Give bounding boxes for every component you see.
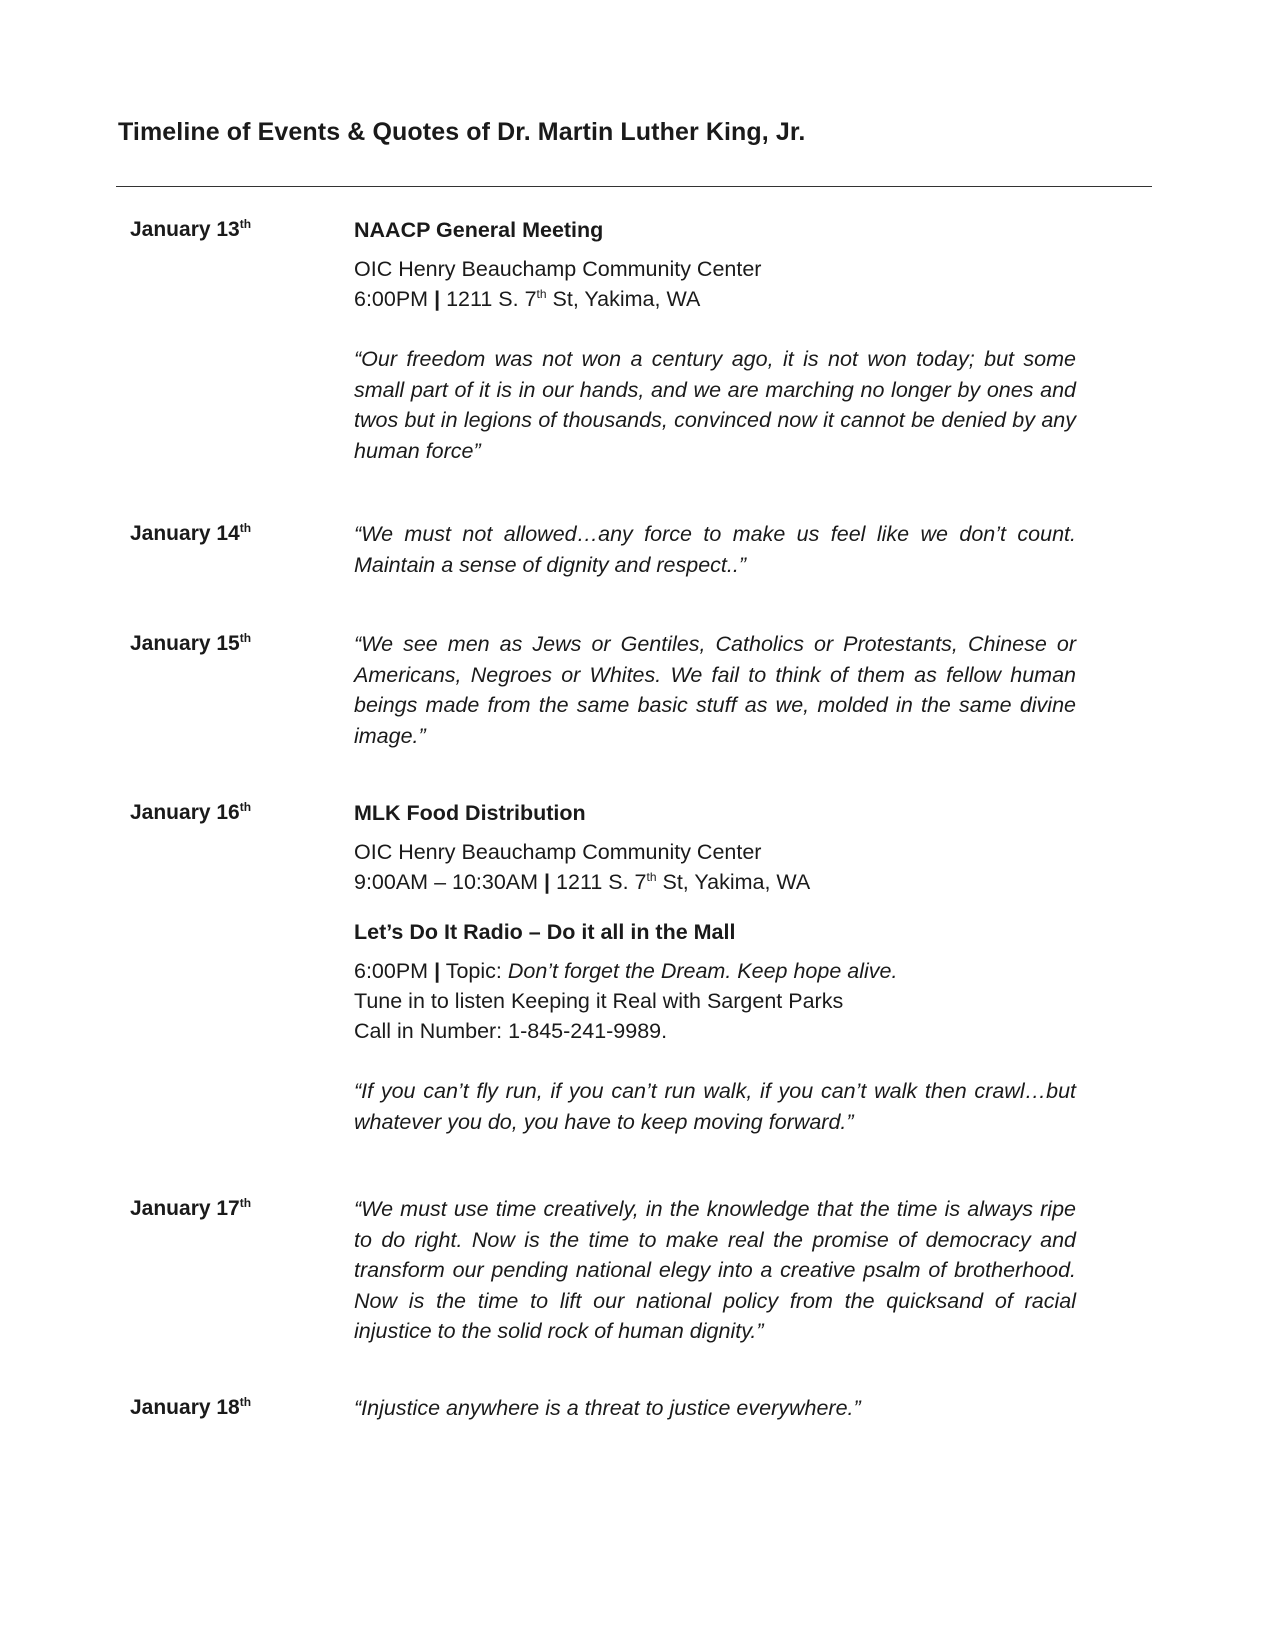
entry-date: January 15th — [130, 631, 252, 655]
event-quote: “We must use time creatively, in the knowledge that the time is always ripe to do right. Now is the time to make real the promise of democracy and transform our pending national elegy into a creative psalm of brotherhood. Now is the time to lift our national policy from the quicksand of racial injustice to the solid rock of human dignity.” — [354, 1197, 1076, 1343]
event-venue: OIC Henry Beauchamp Community Center — [354, 257, 762, 281]
event-time-address: 9:00AM – 10:30AM | 1211 S. 7th St, Yakima, WA — [354, 870, 811, 894]
radio-topic: 6:00PM | Topic: Don’t forget the Dream. Keep hope alive. — [354, 959, 898, 983]
entry-content — [354, 519, 1076, 580]
radio-tune-in: Tune in to listen Keeping it Real with Sargent Parks — [354, 989, 844, 1013]
radio-heading: Let’s Do It Radio – Do it all in the Mall — [354, 920, 736, 944]
entry-date: January 13th — [130, 217, 252, 241]
entry-content — [354, 1194, 1076, 1347]
entry-date: January 17th — [130, 1196, 252, 1220]
event-venue: OIC Henry Beauchamp Community Center — [354, 840, 762, 864]
event-quote: “If you can’t fly run, if you can’t run walk, if you can’t walk then crawl…but whatever you do, you have to keep moving forward.” — [354, 1079, 1076, 1134]
event-quote: “We must not allowed…any force to make us feel like we don’t count. Maintain a sense of dignity and respect..” — [354, 522, 1076, 577]
event-quote: “We see men as Jews or Gentiles, Catholics or Protestants, Chinese or Americans, Negroes or Whites. We fail to think of them as fellow human beings made from the same basic stuff as we, molded in the same divine image.” — [354, 632, 1076, 748]
entry-date: January 16th — [130, 800, 252, 824]
event-heading: MLK Food Distribution — [354, 801, 586, 825]
title-divider — [116, 186, 1152, 187]
entry-content — [354, 1393, 1076, 1424]
entry-content — [354, 798, 1076, 1137]
entry-date: January 14th — [130, 521, 252, 545]
entry-date: January 18th — [130, 1395, 252, 1419]
event-heading: NAACP General Meeting — [354, 218, 604, 242]
event-quote: “Injustice anywhere is a threat to justice everywhere.” — [354, 1396, 861, 1420]
radio-call-in: Call in Number: 1-845-241-9989. — [354, 1019, 668, 1043]
event-time-address: 6:00PM | 1211 S. 7th St, Yakima, WA — [354, 287, 701, 311]
page-title: Timeline of Events & Quotes of Dr. Martin Luther King, Jr. — [118, 118, 806, 146]
entry-content — [354, 629, 1076, 751]
event-quote: “Our freedom was not won a century ago, it is not won today; but some small part of it is in our hands, and we are marching no longer by ones and twos but in legions of thousands, convinced now it cannot be denied by any human force” — [354, 347, 1076, 463]
entry-content — [354, 215, 1076, 466]
